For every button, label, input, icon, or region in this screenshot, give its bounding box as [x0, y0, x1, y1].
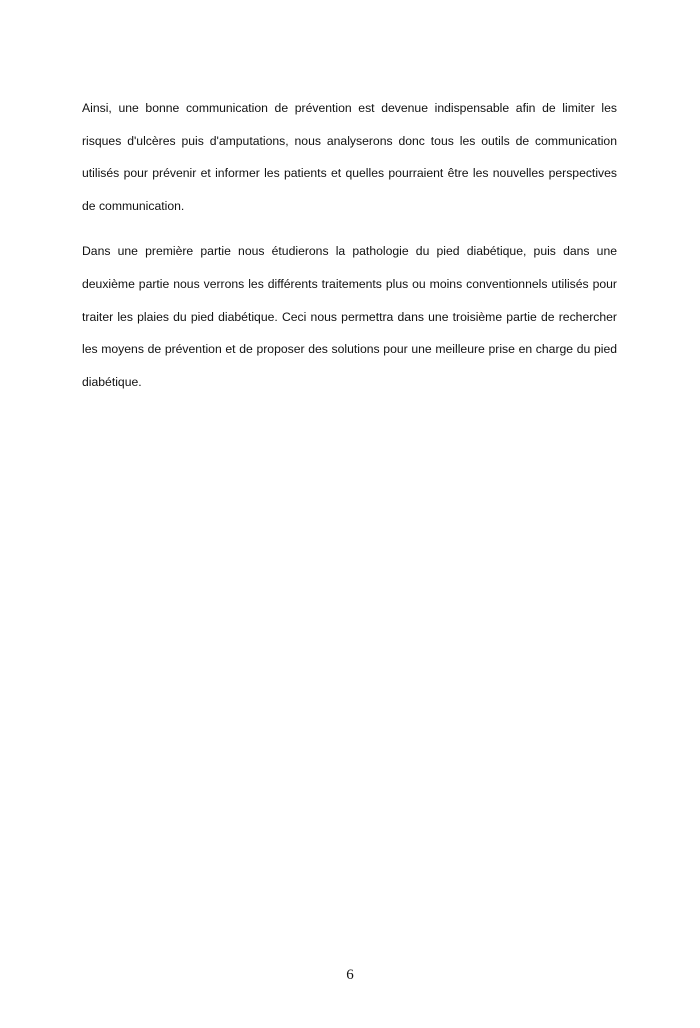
paragraph-plan: Dans une première partie nous étudierons la pathologie du pied diabétique, puis dans une deuxième partie nous verrons les différents traitements plus ou moins conventionnels utilisés pour traiter les plaies du pied diabétique. Ceci nous permettra dans une troisième partie de rechercher les moyens de prévention et de proposer des solutions pour une meilleure prise en charge du pied diabétique.	[82, 244, 617, 389]
paragraph-communication: Ainsi, une bonne communication de prévention est devenue indispensable afin de limiter les risques d'ulcères puis d'amputations, nous analyserons donc tous les outils de communication utilisés pour prévenir et informer les patients et quelles pourraient être les nouvelles perspectives de communication.	[82, 101, 617, 213]
body-text	[82, 92, 617, 398]
page-number: 6	[346, 967, 354, 983]
